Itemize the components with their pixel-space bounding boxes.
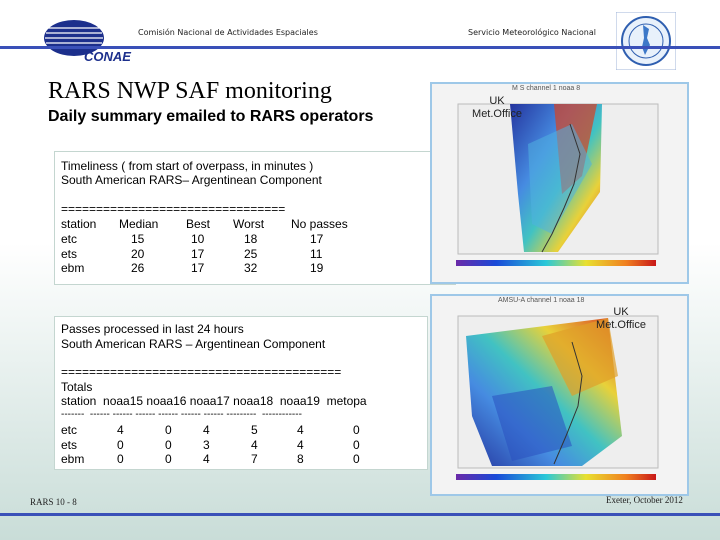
passes-cell: ebm <box>61 452 85 466</box>
footer-left: RARS 10 - 8 <box>30 497 77 507</box>
map-2-caption: AMSU-A channel 1 noaa 18 <box>498 297 585 304</box>
passes-panel <box>54 316 428 470</box>
map-2-office-label: Met.Office <box>596 319 646 331</box>
map-1-office-label: Met.Office <box>472 108 522 120</box>
passes-cell: 0 <box>117 452 124 466</box>
org-right: Servicio Meteorológico Nacional <box>468 28 596 37</box>
timeliness-header-worst: Worst <box>233 217 265 231</box>
timeliness-cell: 18 <box>244 232 258 246</box>
conae-logo <box>40 16 132 68</box>
timeliness-cell: 26 <box>131 261 145 275</box>
passes-cell: etc <box>61 423 78 437</box>
timeliness-header-passes: No passes <box>291 217 348 231</box>
passes-cell: 8 <box>297 452 304 466</box>
timeliness-line2: South American RARS– Argentinean Component <box>61 173 322 187</box>
passes-cell: 5 <box>251 423 258 437</box>
timeliness-cell: 17 <box>191 261 205 275</box>
page-title: RARS NWP SAF monitoring <box>48 78 332 104</box>
timeliness-cell: 17 <box>310 232 324 246</box>
smn-logo <box>616 12 676 70</box>
passes-cell: 0 <box>353 437 360 452</box>
satellite-map-1 <box>430 82 689 284</box>
timeliness-cell: 20 <box>131 246 145 261</box>
passes-cell: 0 <box>353 423 360 437</box>
map-1-caption: M S channel 1 noaa 8 <box>512 85 581 92</box>
passes-totals: Totals <box>61 380 93 394</box>
passes-cell: ets <box>61 437 78 452</box>
timeliness-panel <box>54 151 456 285</box>
timeliness-line1: Timeliness ( from start of overpass, in minutes ) <box>61 159 314 173</box>
passes-line1: Passes processed in last 24 hours <box>61 322 244 336</box>
passes-cell: 4 <box>297 423 304 437</box>
timeliness-cell: 19 <box>310 261 324 275</box>
timeliness-cell: 10 <box>191 232 205 246</box>
timeliness-cell: 32 <box>244 261 258 275</box>
passes-cell: 0 <box>165 437 172 452</box>
passes-cell: 4 <box>251 437 258 452</box>
passes-separator: ======================================== <box>61 365 342 379</box>
passes-cell: 4 <box>203 452 210 466</box>
header-rule <box>0 46 720 49</box>
footer-right: Exeter, October 2012 <box>606 495 683 505</box>
footer-rule <box>0 513 720 516</box>
timeliness-cell: ets <box>61 246 78 261</box>
passes-dashes: ------- ------ ------ ------ ------ ------ ------ --------- ------------ <box>61 409 302 420</box>
conae-logo-text: CONAE <box>84 49 131 64</box>
map-2-uk-label: UK <box>613 306 629 318</box>
passes-cell: 0 <box>165 423 172 437</box>
timeliness-separator: ================================ <box>61 202 286 216</box>
passes-cell: 3 <box>203 437 210 452</box>
timeliness-cell: 25 <box>244 246 258 261</box>
timeliness-cell: etc <box>61 232 78 246</box>
passes-cell: 0 <box>165 452 172 466</box>
passes-header: station noaa15 noaa16 noaa17 noaa18 noaa19 metopa <box>61 394 367 408</box>
org-left: Comisión Nacional de Actividades Espaciales <box>138 28 318 37</box>
passes-cell: 4 <box>117 423 124 437</box>
passes-cell: 0 <box>353 452 360 466</box>
timeliness-cell: 17 <box>191 246 205 261</box>
timeliness-header-best: Best <box>186 217 211 231</box>
passes-cell: 0 <box>117 437 124 452</box>
satellite-map-2 <box>430 294 689 496</box>
passes-line2: South American RARS – Argentinean Component <box>61 337 326 351</box>
passes-cell: 4 <box>203 423 210 437</box>
map-1-uk-label: UK <box>489 95 505 107</box>
timeliness-cell: ebm <box>61 261 85 275</box>
passes-cell: 7 <box>251 452 258 466</box>
timeliness-cell: 11 <box>310 246 323 261</box>
passes-cell: 4 <box>297 437 304 452</box>
timeliness-header-station: station <box>61 217 97 231</box>
timeliness-header-median: Median <box>119 217 159 231</box>
timeliness-cell: 15 <box>131 232 145 246</box>
page-subtitle: Daily summary emailed to RARS operators <box>48 108 374 125</box>
